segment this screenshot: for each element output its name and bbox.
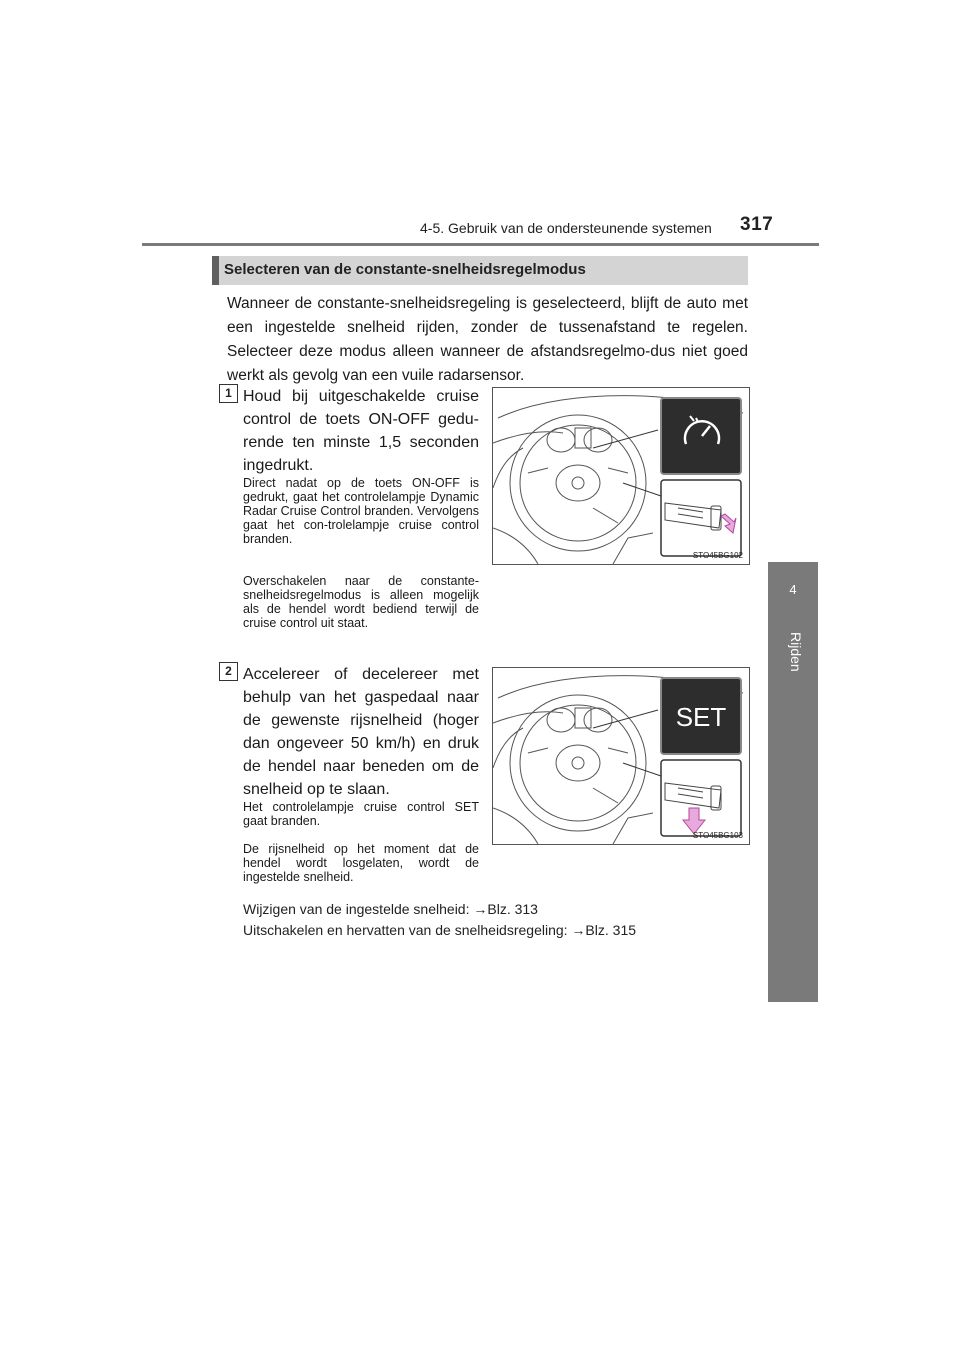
cross-reference: Wijzigen van de ingestelde snelheid: →Blz. 313 bbox=[243, 901, 538, 917]
side-tab-chapter bbox=[768, 562, 818, 622]
set-indicator-label: SET bbox=[675, 702, 727, 732]
step-note: Direct nadat op de toets ON-OFF is gedrukt, gaat het controlelampje Dynamic Radar Cruise Control branden. Vervolgens gaat het con-trolelampje cruise control branden. bbox=[243, 476, 479, 546]
step-text: Houd bij uitgeschakelde cruise control de toets ON-OFF gedu-rende ten minste 1,5 seconden ingedrukt. bbox=[243, 388, 479, 474]
figure-code: STO45BG103 bbox=[692, 831, 743, 840]
step-note: Het controlelampje cruise control SET gaat branden. bbox=[243, 800, 479, 828]
step-number-box: 1 bbox=[219, 384, 238, 403]
figure-cruise-on-off bbox=[492, 387, 750, 565]
section-title: Selecteren van de constante-snelheidsregelmodus bbox=[224, 261, 586, 278]
section-heading-accent bbox=[212, 256, 219, 285]
page-number: 317 bbox=[740, 214, 774, 235]
side-tab-label: Rijden bbox=[788, 632, 804, 672]
side-tab-number: 4 bbox=[789, 582, 797, 597]
header-rule bbox=[142, 243, 819, 246]
side-tab-label-area bbox=[768, 622, 818, 1002]
dashboard-illustration bbox=[493, 668, 749, 844]
dashboard-illustration bbox=[493, 388, 749, 564]
figure-code: STO45BG102 bbox=[692, 551, 743, 560]
step-note: Overschakelen naar de constante-snelheidsregelmodus is alleen mogelijk als de hendel wordt bediend terwijl de cruise control uit staat. bbox=[243, 574, 479, 630]
step-note: De rijsnelheid op het moment dat de hendel wordt losgelaten, wordt de ingestelde snelheid. bbox=[243, 842, 479, 884]
running-header: 4-5. Gebruik van de ondersteunende systemen bbox=[420, 220, 712, 236]
section-heading-bar bbox=[212, 256, 748, 285]
cross-reference: Uitschakelen en hervatten van de snelheidsregeling: →Blz. 315 bbox=[243, 922, 637, 938]
figure-cruise-set bbox=[492, 667, 750, 845]
step-text: Accelereer of decelereer met behulp van het gaspedaal naar de gewenste rijsnelheid (hoger dan ongeveer 50 km/h) en druk de hendel naar beneden om de snelheid op te slaan. bbox=[243, 666, 479, 798]
section-intro: Wanneer de constante-snelheidsregeling is geselecteerd, blijft de auto met een ingestelde snelheid rijden, zonder de tussenafstand te regelen. Selecteer deze modus alleen wanneer de afstandsregelmo-dus niet goed werkt als gevolg van een vuile radarsensor. bbox=[227, 295, 748, 384]
step-number-box: 2 bbox=[219, 662, 238, 681]
